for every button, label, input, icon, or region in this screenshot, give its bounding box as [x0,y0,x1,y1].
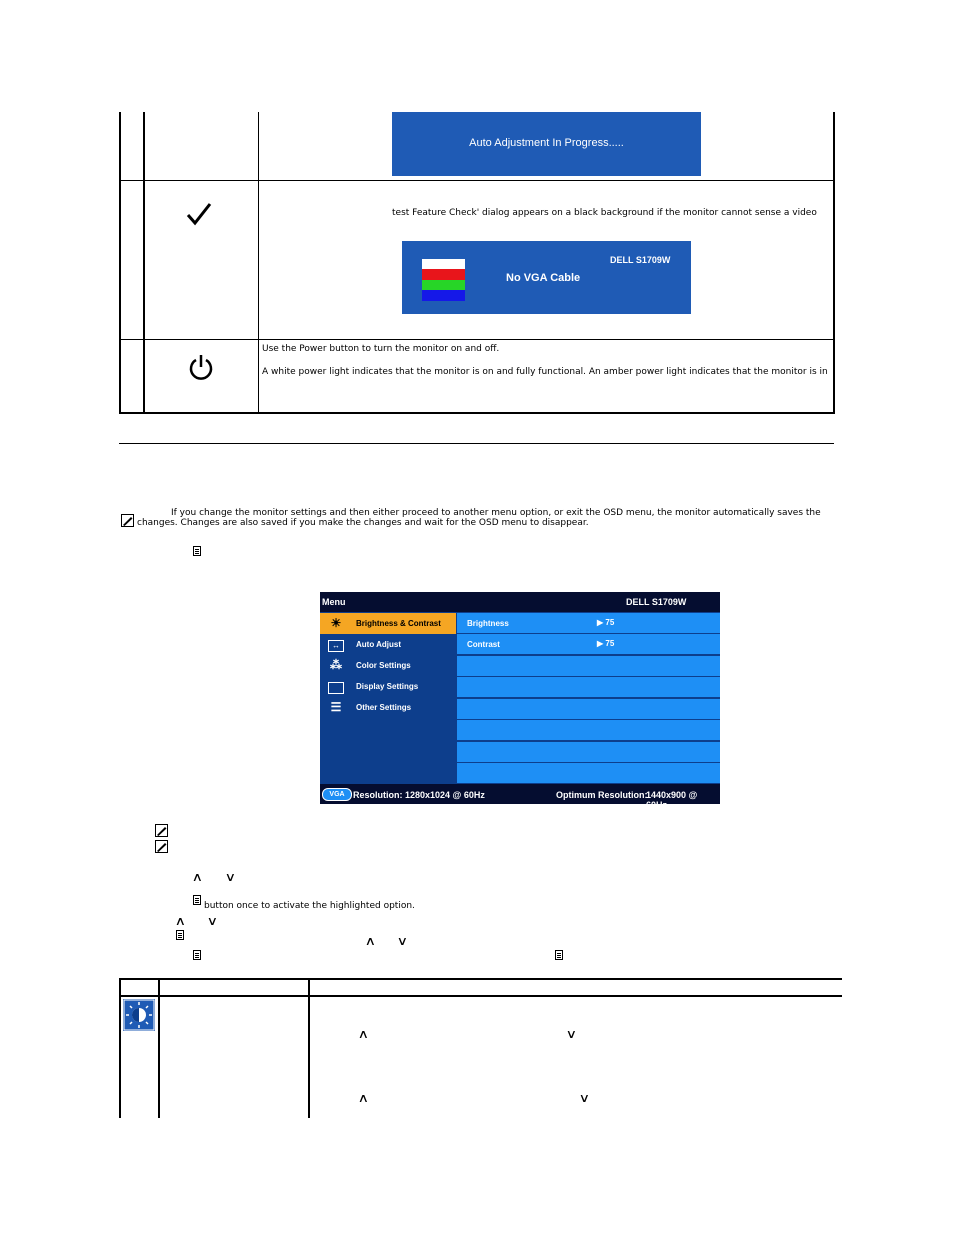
osd-row-label: Brightness [467,619,509,628]
down-caret-icon: ∨ [565,1027,578,1041]
table-border-col1 [143,112,145,414]
down-caret-icon: ∨ [224,870,237,884]
osd-row-brightness[interactable] [457,613,720,633]
down-caret-icon: ∨ [578,1091,591,1105]
checkmark-icon [185,200,213,228]
menu-button-icon [555,950,563,960]
osd-item-label: Display Settings [356,682,419,691]
self-test-text: test Feature Check' dialog appears on a black background if the monitor cannot sense a video [392,208,817,218]
section-divider [119,443,834,444]
auto-adjust-banner [392,112,701,176]
bottom-table-border-left [119,978,121,1118]
power-line-2: A white power light indicates that the monitor is on and fully functional. An amber power light indicates that the monitor is in [262,367,828,377]
color-settings-icon: ⁂ [330,658,342,672]
menu-button-icon [193,546,201,556]
note-icon [121,512,133,524]
osd-item-other-settings[interactable] [320,697,456,718]
osd-item-label: Color Settings [356,661,411,670]
up-caret-icon: ∧ [191,870,204,884]
osd-row-empty [457,720,720,740]
brightness-icon: ☀ [330,616,342,630]
brightness-contrast-icon [123,999,155,1031]
vga-badge: VGA [322,788,352,801]
note-line-2: changes. Changes are also saved if you make the changes and wait for the OSD menu to disappear. [137,518,589,528]
contrast-value: 75 [605,639,615,648]
osd-main-menu [320,592,720,810]
auto-adjust-text: Auto Adjustment In Progress..... [469,137,624,149]
table-border-right [833,112,835,414]
osd-resolution: Resolution: 1280x1024 @ 60Hz [353,790,485,800]
osd-row-contrast[interactable] [457,634,720,654]
table-row-divider [119,180,835,181]
note-line-1: If you change the monitor settings and then either proceed to another menu option, or exit the OSD menu, the monitor automatically saves the [171,508,821,518]
up-caret-icon: ∧ [174,914,187,928]
auto-adjust-icon: ↔ [328,640,344,652]
osd-row-empty [457,656,720,676]
note-icon [155,822,167,834]
note-icon [155,838,167,850]
power-icon [188,353,214,381]
display-settings-icon [328,682,344,694]
vga-dialog-message: No VGA Cable [506,272,581,284]
menu-button-icon [193,950,201,960]
table-row-divider [119,339,835,340]
vga-dialog [402,241,691,314]
osd-optimum-value: 1440x900 @ 60Hz [646,790,698,810]
power-line-1: Use the Power button to turn the monitor on and off. [262,344,500,354]
osd-item-auto-adjust[interactable] [320,634,456,655]
menu-button-icon [176,930,184,940]
osd-item-display-settings[interactable] [320,676,456,697]
osd-item-label: Auto Adjust [356,640,402,649]
osd-item-label: Other Settings [356,703,412,712]
bottom-table-border-col2 [308,978,310,1118]
table-border-bottom [119,412,835,414]
osd-row-value: ▶ 75 [597,639,615,648]
osd-item-brightness-contrast[interactable] [320,613,456,634]
osd-optimum-label: Optimum Resolution: [556,790,648,800]
osd-row-value: ▶ 75 [597,618,615,627]
osd-row-label: Contrast [467,640,500,649]
osd-row-empty [457,763,720,783]
color-bars [422,259,465,301]
osd-item-color-settings[interactable] [320,655,456,676]
up-caret-icon: ∧ [357,1027,370,1041]
vga-dialog-model: DELL S1709W [610,255,671,265]
osd-model: DELL S1709W [626,597,687,607]
up-caret-icon: ∧ [364,934,377,948]
table-border-left [119,112,121,414]
osd-footer [320,784,720,810]
osd-row-empty [457,677,720,697]
down-caret-icon: ∨ [206,914,219,928]
bottom-table-top-border [119,978,842,980]
up-caret-icon: ∧ [357,1091,370,1105]
bottom-table-header-border [119,995,842,997]
brightness-value: 75 [605,618,615,627]
osd-row-empty [457,699,720,719]
osd-row-empty [457,742,720,762]
activate-option-text: button once to activate the highlighted option. [204,901,415,911]
table-border-col2 [258,112,259,414]
other-settings-icon: ☰ [330,700,342,714]
osd-header [320,592,720,612]
menu-button-icon [193,895,201,905]
osd-item-label: Brightness & Contrast [356,619,441,628]
bottom-table-border-col1 [158,978,160,1118]
down-caret-icon: ∨ [396,934,409,948]
osd-menu-label: Menu [322,597,346,607]
